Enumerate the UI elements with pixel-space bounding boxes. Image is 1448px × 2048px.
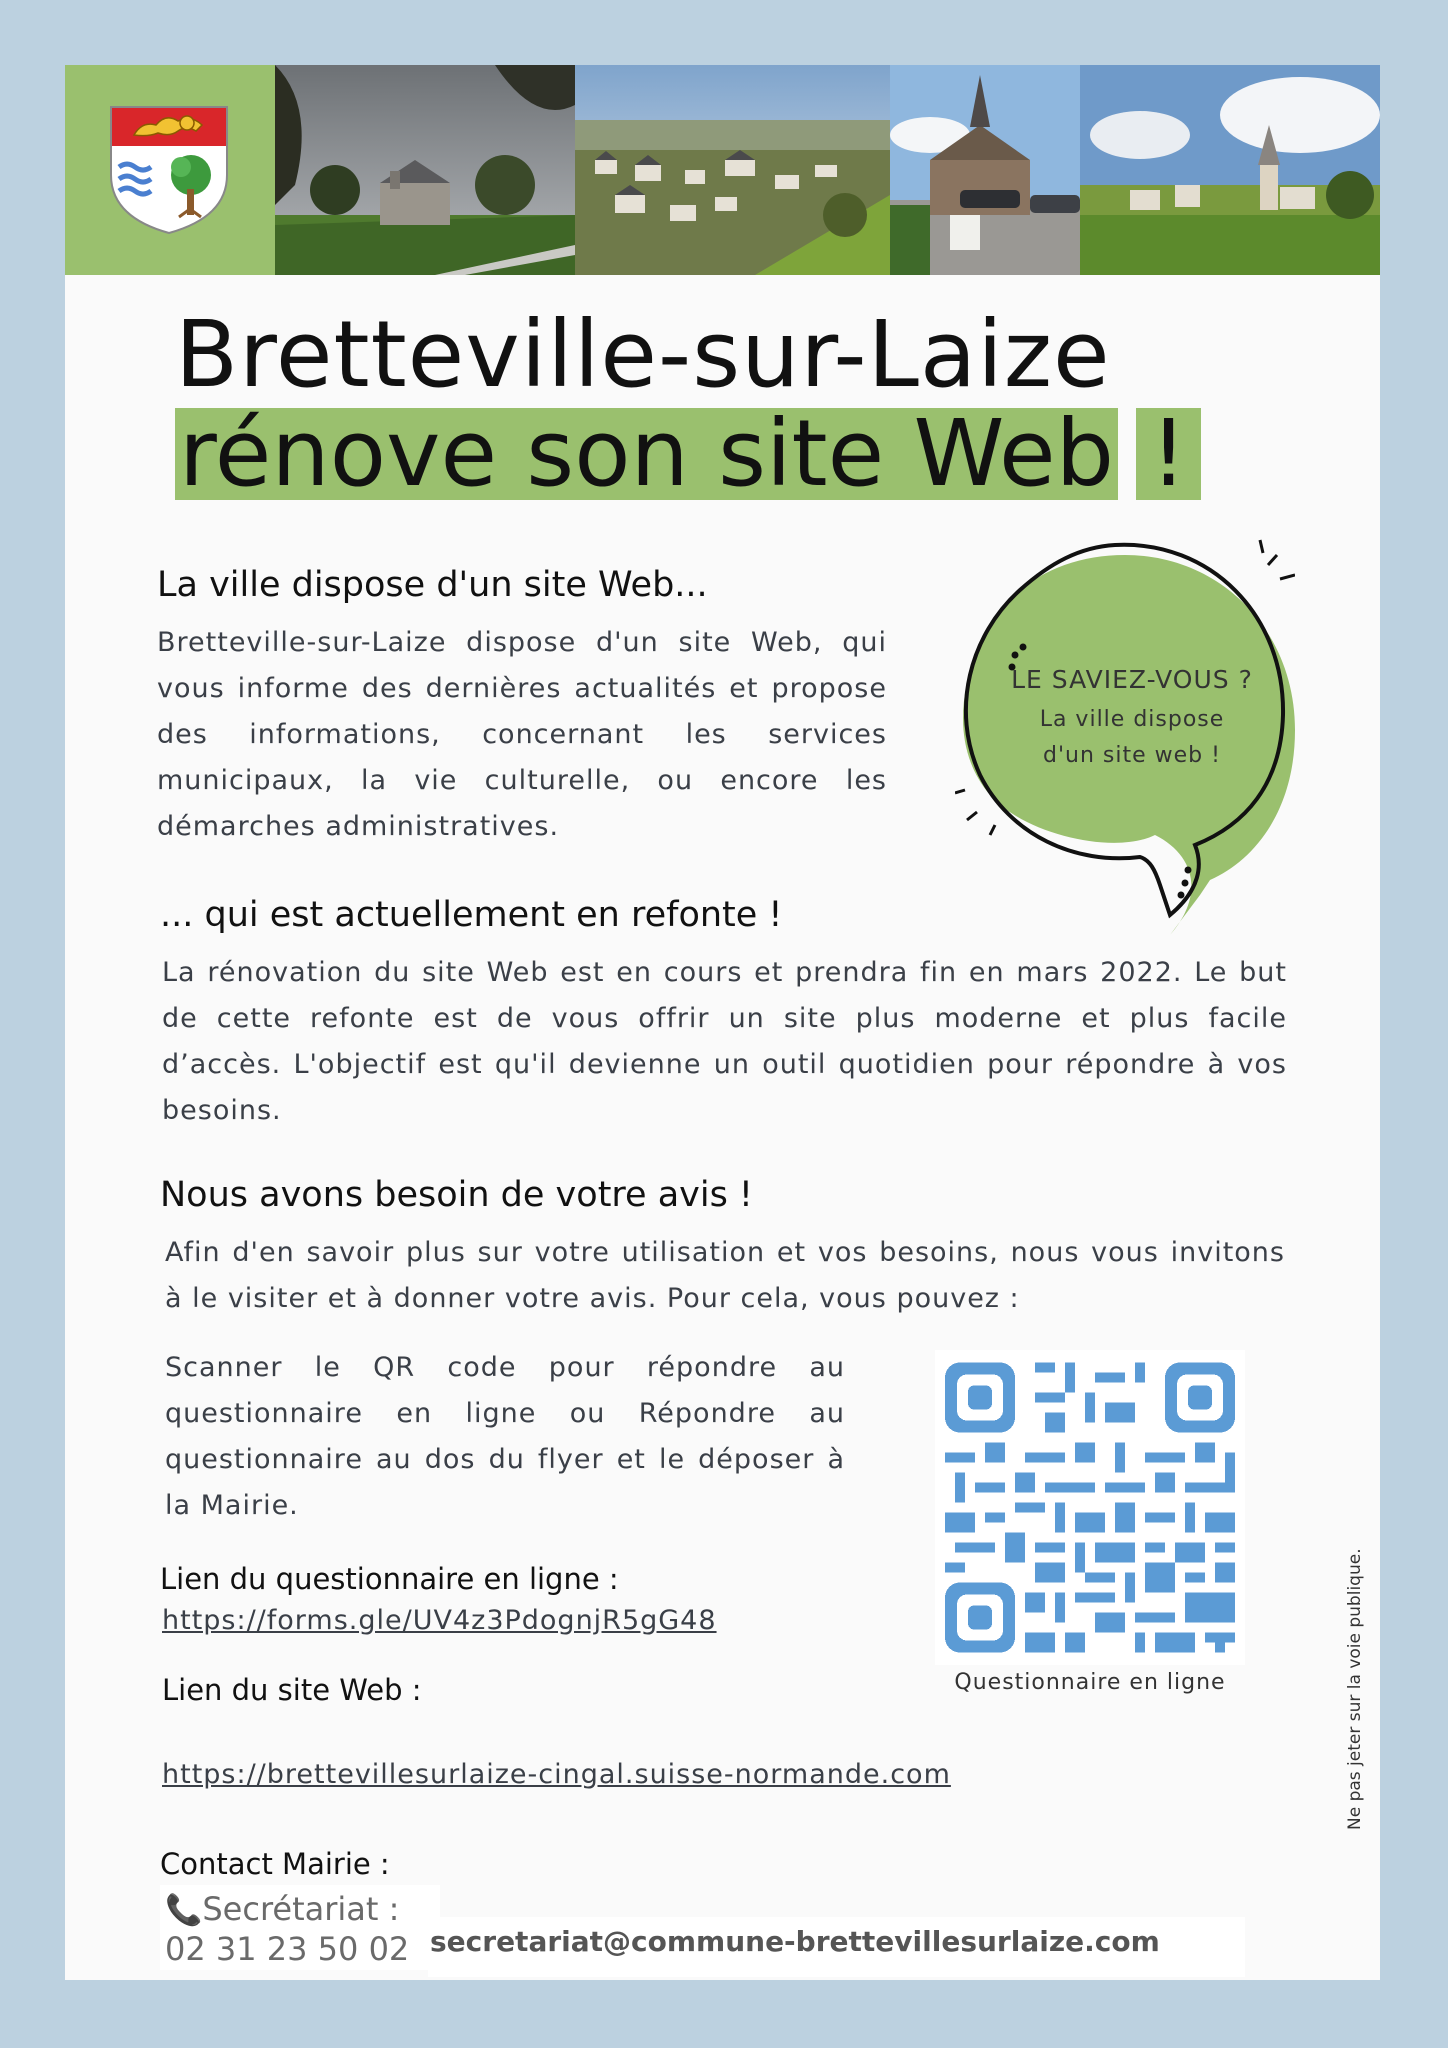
section3-body: Afin d'en savoir plus sur votre utilisation et vos besoins, nous vous invitons à le visiter et à donner votre avis. Pour cela, vous pouvez : bbox=[165, 1237, 1285, 1314]
secretariat-label: Secrétariat : bbox=[202, 1890, 400, 1928]
village-church-photo bbox=[1080, 65, 1380, 275]
email-address[interactable]: secretariat@commune-brettevillesurlaize.com bbox=[430, 1925, 1160, 1958]
side-note: Ne pas jeter sur la voie publique. bbox=[1345, 1548, 1365, 1830]
flyer-page bbox=[65, 65, 1380, 1980]
coat-of-arms-icon bbox=[109, 105, 229, 235]
section3-heading: Nous avons besoin de votre avis ! bbox=[160, 1175, 753, 1215]
crest-panel bbox=[65, 65, 275, 275]
section2-heading: ... qui est actuellement en refonte ! bbox=[160, 895, 783, 935]
phone-icon: 📞 bbox=[165, 1893, 203, 1928]
bubble-title: LE SAVIEZ-VOUS ? bbox=[1011, 665, 1253, 694]
photo-banner bbox=[65, 65, 1380, 275]
phone-label bbox=[165, 1890, 399, 1928]
village-panorama-photo bbox=[575, 65, 890, 275]
instructions-text: Scanner le QR code pour répondre au questionnaire en ligne ou Répondre au questionnaire au dos du flyer et le déposer à la Mairie. bbox=[165, 1352, 845, 1521]
qr-caption: Questionnaire en ligne bbox=[954, 1670, 1226, 1695]
qr-code[interactable] bbox=[935, 1350, 1245, 1665]
contact-label: Contact Mairie : bbox=[160, 1847, 390, 1881]
church-parking-photo bbox=[890, 65, 1080, 275]
title-line-2 bbox=[175, 400, 1201, 507]
bubble-body bbox=[982, 702, 1282, 774]
title-line-1: Bretteville-sur-Laize bbox=[175, 301, 1111, 408]
bubble-line-2: d'un site web ! bbox=[1043, 743, 1221, 768]
title-exclamation: ! bbox=[1136, 408, 1201, 500]
chateau-photo bbox=[275, 65, 575, 275]
survey-link-label: Lien du questionnaire en ligne : bbox=[160, 1562, 619, 1596]
survey-link[interactable]: https://forms.gle/UV4z3PdognjR5gG48 bbox=[162, 1605, 717, 1636]
site-link-label: Lien du site Web : bbox=[162, 1673, 422, 1707]
section1-body: Bretteville-sur-Laize dispose d'un site Web, qui vous informe des dernières actualités et propose des informations, concernant les services municipaux, la vie culturelle, ou encore les démarches administratives. bbox=[157, 627, 887, 842]
title-highlight: rénove son site Web bbox=[175, 408, 1118, 500]
bubble-line-1: La ville dispose bbox=[1039, 707, 1225, 732]
bubble-text bbox=[982, 665, 1282, 774]
phone-number[interactable]: 02 31 23 50 02 bbox=[165, 1930, 410, 1968]
section2-body: La rénovation du site Web est en cours et prendra fin en mars 2022. Le but de cette refonte est de vous offrir un site plus moderne et plus facile d’accès. L'objectif est qu'il devienne un outil quotidien pour répondre à vos besoins. bbox=[162, 957, 1287, 1126]
site-link[interactable]: https://brettevillesurlaize-cingal.suisse-normande.com bbox=[162, 1759, 951, 1790]
section1-heading: La ville dispose d'un site Web... bbox=[157, 565, 708, 605]
